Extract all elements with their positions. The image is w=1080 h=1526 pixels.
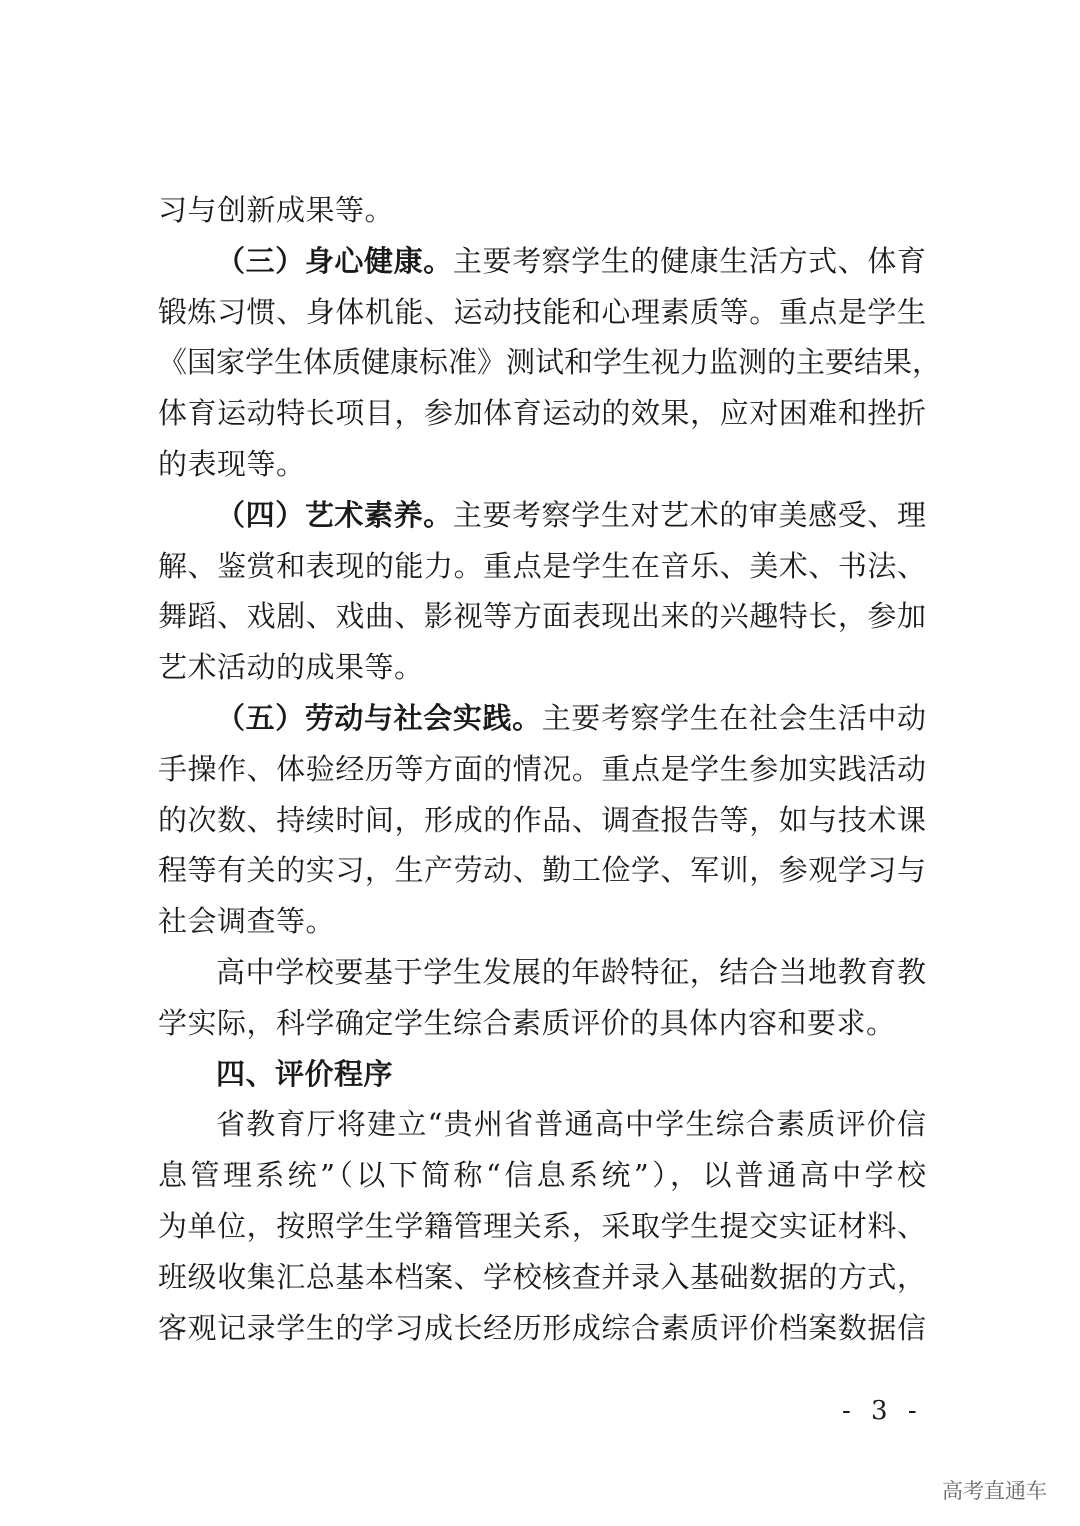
text-line: 高中学校要基于学生发展的年龄特征，结合当地教育教 — [216, 954, 926, 989]
text-line — [158, 236, 926, 287]
text-span: 主要考察学生对艺术的审美感受、理 — [452, 497, 926, 532]
text-line: 锻炼习惯、身体机能、运动技能和心理素质等。重点是学生 — [158, 294, 926, 329]
text-line: 的表现等。 — [158, 446, 306, 481]
text-line: 省教育厅将建立“贵州省普通高中学生综合素质评价信 — [216, 1107, 926, 1142]
text-line: 舞蹈、戏剧、戏曲、影视等方面表现出来的兴趣特长，参加 — [158, 599, 926, 634]
text-line: 习与创新成果等。 — [158, 193, 395, 227]
text-line: 解、鉴赏和表现的能力。重点是学生在音乐、美术、书法、 — [158, 548, 926, 583]
text-line — [158, 490, 926, 541]
text-line: 学实际，科学确定学生综合素质评价的具体内容和要求。 — [158, 1005, 896, 1040]
text-line: 程等有关的实习，生产劳动、勤工俭学、军训，参观学习与 — [158, 853, 926, 888]
text-line: 《国家学生体质健康标准》测试和学生视力监测的主要结果， — [158, 345, 942, 380]
text-line: 手操作、体验经历等方面的情况。重点是学生参加实践活动 — [158, 751, 926, 786]
text-span: 主要考察学生在社会生活中动 — [541, 700, 926, 735]
text-line: 为单位，按照学生学籍管理关系，采取学生提交实证材料、 — [158, 1208, 926, 1243]
watermark: 高考直通车 — [942, 1479, 1047, 1503]
section-lead: （五）劳动与社会实践。 — [216, 700, 542, 735]
text-line: 社会调查等。 — [158, 904, 336, 939]
text-line: 班级收集汇总基本档案、学校核查并录入基础数据的方式， — [158, 1259, 926, 1294]
text-line: 艺术活动的成果等。 — [158, 650, 424, 685]
document-body — [158, 185, 942, 1353]
section-heading: 四、评价程序 — [216, 1056, 394, 1091]
section-lead: （三）身心健康。 — [216, 243, 453, 278]
section-lead: （四）艺术素养。 — [216, 497, 453, 532]
text-line: 息管理系统”（以下简称“信息系统”），以普通高中学校 — [158, 1158, 926, 1193]
text-line: 客观记录学生的学习成长经历形成综合素质评价档案数据信 — [158, 1310, 926, 1345]
text-line — [158, 693, 926, 744]
page-number: - 3 - — [842, 1396, 923, 1426]
text-line: 的次数、持续时间，形成的作品、调查报告等，如与技术课 — [158, 802, 926, 837]
text-line: 体育运动特长项目，参加体育运动的效果，应对困难和挫折 — [158, 396, 926, 431]
text-span: 主要考察学生的健康生活方式、体育 — [452, 243, 926, 278]
